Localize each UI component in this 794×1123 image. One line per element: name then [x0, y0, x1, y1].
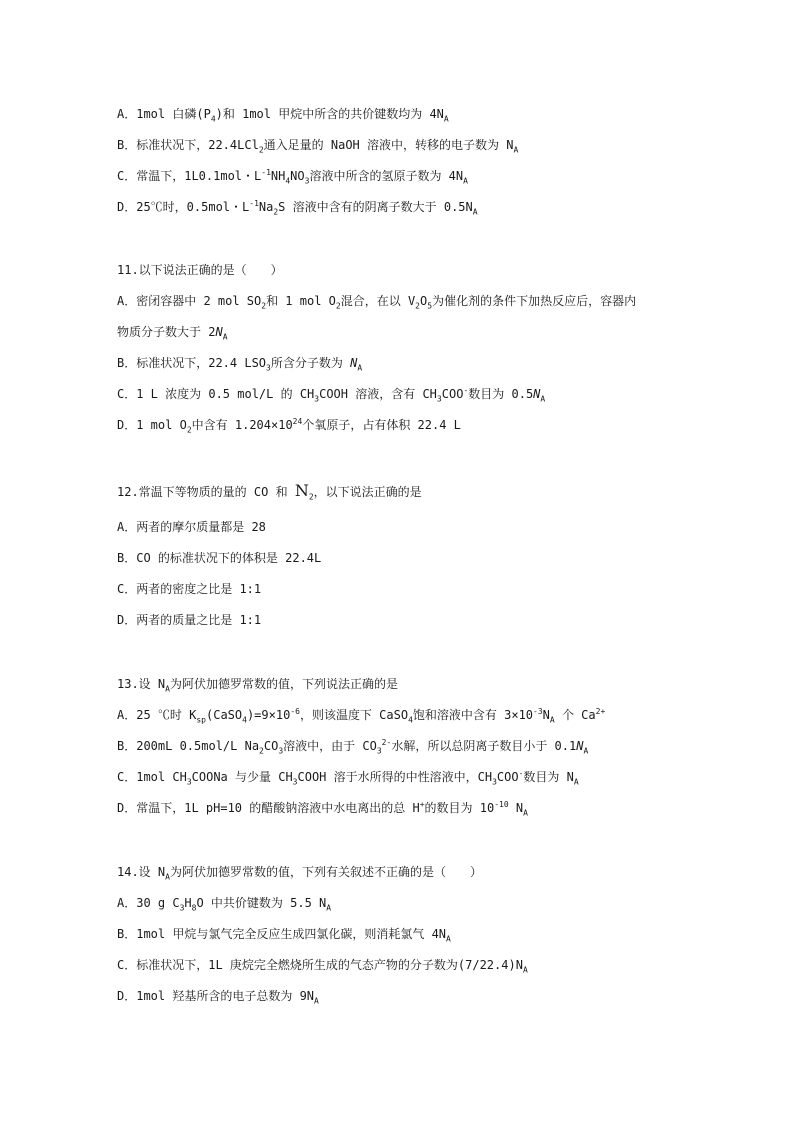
- q11-option-b: B．标准状况下，22.4 $LSO_3$所含分子数为 $N_A$: [117, 356, 363, 373]
- q10-option-d: D．25℃时，0.5mol・$L^{-1}Na_2S$ 溶液中含有的阴离子数大于 $0.5N_A$: [117, 199, 478, 217]
- q11-option-d: D．1 mol $O_2$中含有 $1.204\times 10^{24}$个氧原子，占有体积 22.4 L: [117, 417, 461, 435]
- q14-stem: 14.设 $N_A$为阿伏加德罗常数的值，下列有关叙述不正确的是（ ）: [117, 865, 482, 882]
- q14-option-c: C．标准状况下，1L 庚烷完全燃烧所生成的气态产物的分子数为$(7/22.4)N_A$: [117, 958, 528, 975]
- q10-option-c: C．常温下，1L0.1mol・$L^{-1}NH_4NO_3$溶液中所含的氢原子数为 $4N_A$: [117, 168, 468, 186]
- q13-option-c: C．1mol $CH_3COONa$ 与少量 $CH_3COOH$ 溶于水所得的中性溶液中，$CH_3COO^-$数目为 $N_A$: [117, 769, 579, 787]
- q12-option-d: D．两者的质量之比是 1:1: [117, 613, 262, 627]
- q13-option-a: A．25 ℃时 $K_{sp}(CaSO_4)=9\times 10^{-6}$，则该温度下 CaSO$_4$饱和溶液中含有 $3\times 10^{-3}N_A$ 个 $Ca^{2+}$: [117, 707, 606, 725]
- q11-option-c: C．1 L 浓度为 0.5 mol/L 的 $CH_3COOH$ 溶液，含有 $CH_3COO^-$数目为 $0.5N_A$: [117, 386, 546, 404]
- q14-option-d: D．1mol 羟基所含的电子总数为 $9N_A$: [117, 989, 319, 1006]
- q13-stem: 13.设 $N_A$为阿伏加德罗常数的值，下列说法正确的是: [117, 677, 398, 694]
- q10-option-b: B．标准状况下，22.4LCl$_2$通入足量的 NaOH 溶液中，转移的电子数为 $N_A$: [117, 138, 519, 155]
- q14-option-a: A．30 g $C_3H_8O$ 中共价键数为 5.5 $N_A$: [117, 896, 332, 913]
- q11-option-a-line2: 物质分子数大于 $2N_A$: [117, 325, 228, 342]
- q14-option-b: B．1mol 甲烷与氯气完全反应生成四氯化碳，则消耗氯气 $4N_A$: [117, 927, 451, 944]
- q12-option-a: A．两者的摩尔质量都是 28: [117, 520, 266, 534]
- q13-option-b: B．200mL 0.5mol/L $Na_2CO_3$溶液中，由于 $CO_3^{2-}$水解，所以总阴离子数目小于 $0.1N_A$: [117, 738, 589, 756]
- q12-stem: 12.常温下等物质的量的 CO 和 $N_2$，以下说法正确的是: [117, 481, 422, 502]
- q11-option-a-line1: A．密闭容器中 2 mol $SO_2$和 1 mol $O_2$混合，在以 $V_2O_5$为催化剂的条件下加热反应后，容器内: [117, 294, 637, 311]
- q13-option-d: D．常温下，1L pH=10 的醋酸钠溶液中水电离出的总 H+的数目为 $10^{-10}$ $N_A$: [117, 800, 528, 818]
- q10-option-a: A．1mol 白磷$(P_4)$和 1mol 甲烷中所含的共价键数均为 $4N_A$: [117, 107, 449, 124]
- q12-option-c: C．两者的密度之比是 1:1: [117, 582, 262, 596]
- q11-stem: 11.以下说法正确的是（ ）: [117, 263, 283, 277]
- q12-option-b: B．CO 的标准状况下的体积是 22.4L: [117, 551, 322, 565]
